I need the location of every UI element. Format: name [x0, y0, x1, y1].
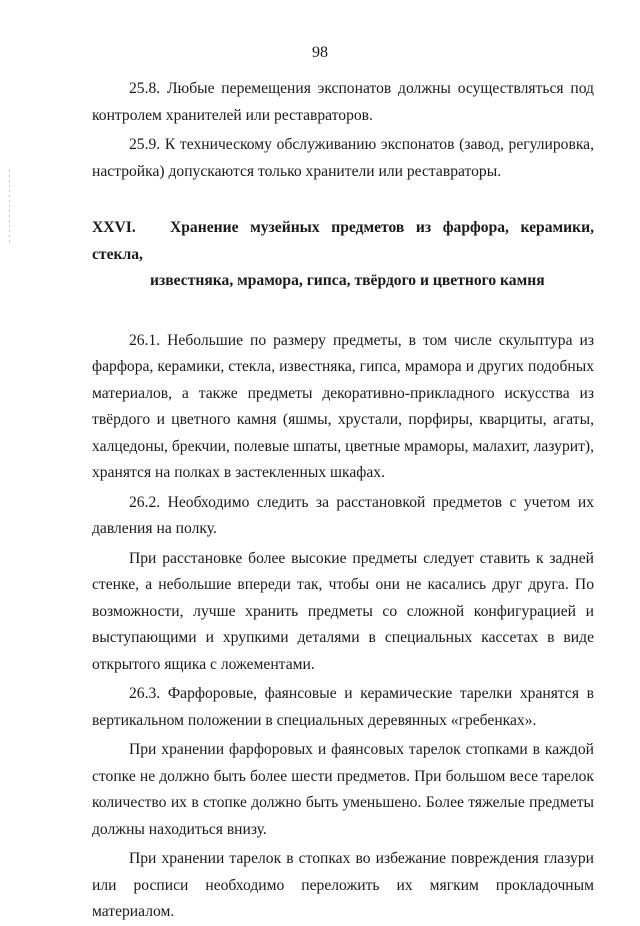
paragraph-stacks: При хранении фарфоровых и фаянсовых тарелок стопками в каждой стопке не должно быть более шести предметов. При большом весе тарелок количество их в стопке должно быть уменьшено. Более тяжелые предметы должны находиться внизу.: [92, 741, 594, 838]
section-heading: [92, 215, 594, 295]
page-content: [92, 76, 594, 926]
section-title: [92, 215, 594, 295]
paragraph-padding: При хранении тарелок в стопках во избежание повреждения глазури или росписи необходимо переложить их мягким прокладочным материалом.: [92, 850, 594, 920]
section-title-line1: Хранение музейных предметов из фарфора, керамики, стекла,: [92, 219, 594, 263]
scan-margin-mark: [9, 170, 10, 245]
paragraph-26-3: 26.3. Фарфоровые, фаянсовые и керамические тарелки хранятся в вертикальном положении в специальных деревянных «гребенках».: [92, 685, 594, 729]
paragraph-25-9: 25.9. К техническому обслуживанию экспонатов (завод, регулировка, настройка) допускаются только хранители или реставраторы.: [92, 136, 594, 180]
paragraph-26-1: 26.1. Небольшие по размеру предметы, в том числе скульптура из фарфора, керамики, стекла, известняка, гипса, мрамора и других подобных материалов, а также предметы декоративно-прикладного искусства из твёрдого и цветного камня (яшмы, хрустали, порфиры, кварциты, агаты, халцедоны, брекчии, полевые шпаты, цветные мраморы, малахит, лазурит), хранятся на полках в застекленных шкафах.: [92, 331, 594, 481]
section-number: XXVI.: [92, 219, 136, 236]
paragraph-25-8: 25.8. Любые перемещения экспонатов должны осуществляться под контролем хранителей или реставраторов.: [92, 80, 594, 124]
paragraph-placement: При расстановке более высокие предметы следует ставить к задней стенке, а небольшие впереди так, чтобы они не касались друг друга. По возможности, лучше хранить предметы со сложной конфигурацией и выступающими и хрупкими деталями в специальных кассетах в виде открытого ящика с ложементами.: [92, 549, 594, 673]
section-title-line2: известняка, мрамора, гипса, твёрдого и цветного камня: [150, 272, 545, 289]
paragraph-26-2: 26.2. Необходимо следить за расстановкой предметов с учетом их давления на полку.: [92, 493, 594, 537]
page-number: 98: [312, 44, 328, 61]
